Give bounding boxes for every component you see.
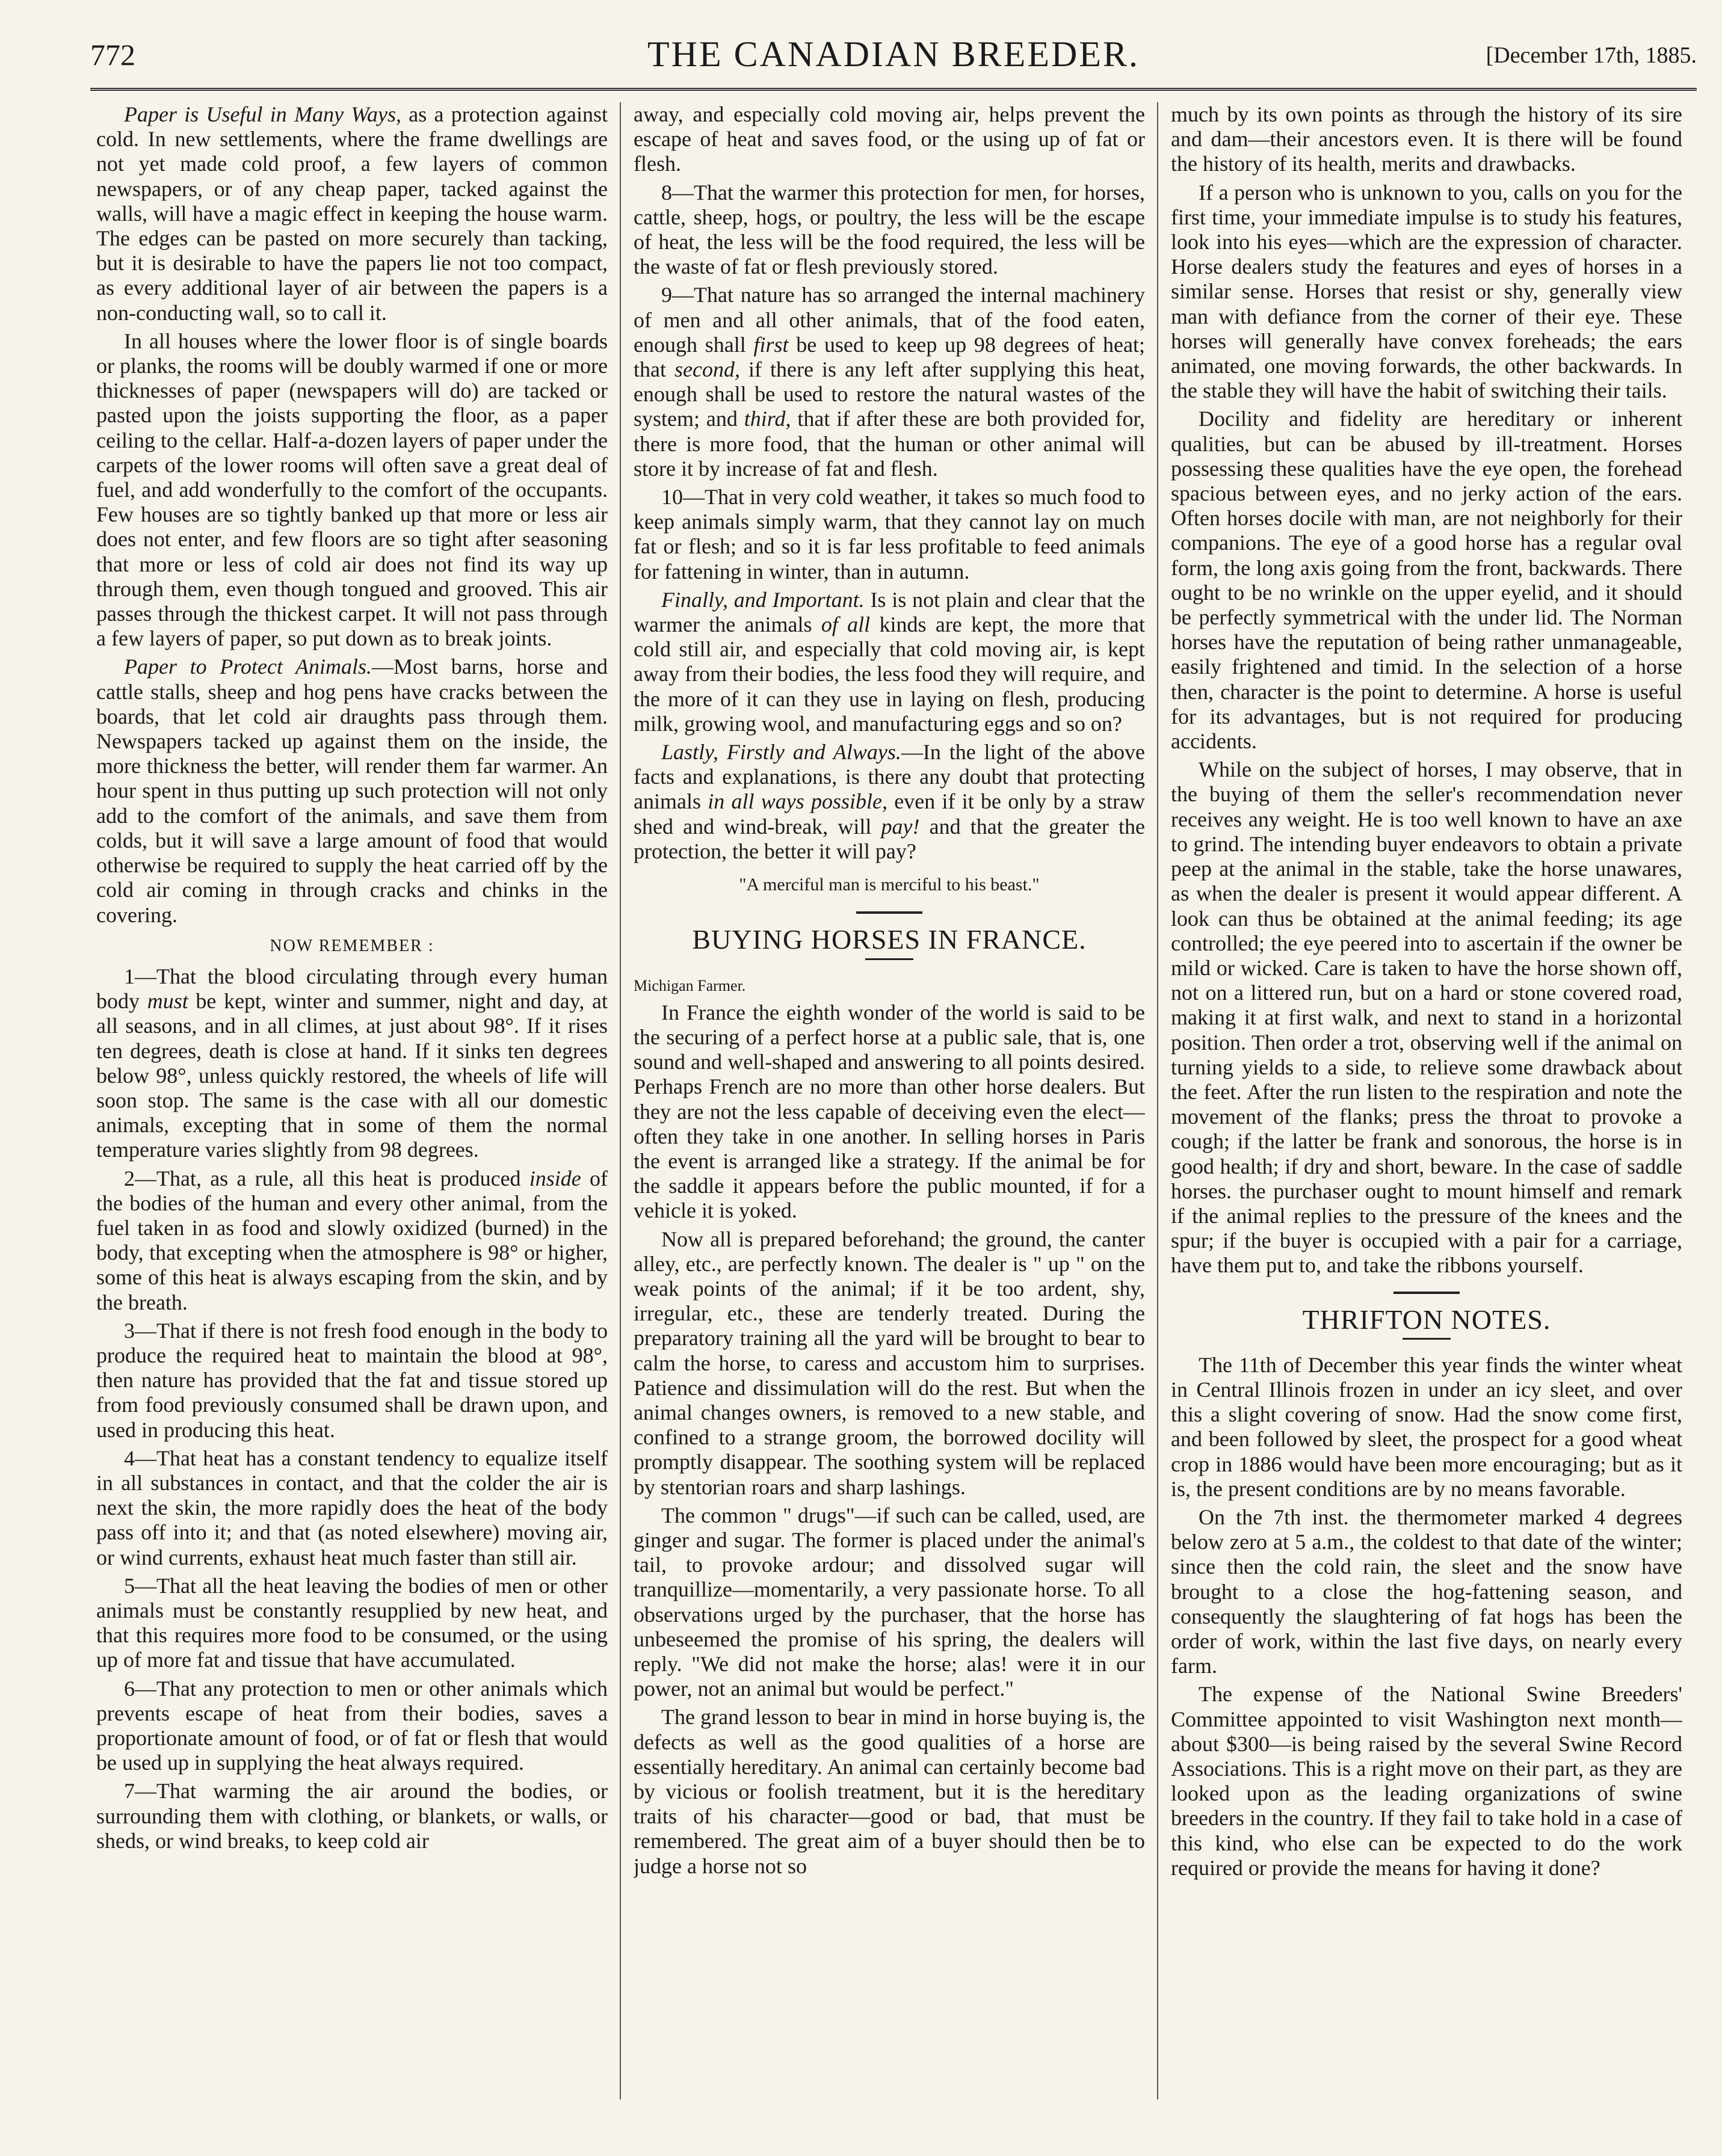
paragraph: The common " drugs"—if such can be called, used, are ginger and sugar. The former is placed under the animal's tail, to provoke ardour; and dissolved sugar will tranquillize—momentarily, a very passionate horse. To all observations urged by the purchaser, that the horse has unbeseemed the promise of his spring, the dealers will reply. "We did not make the horse; alas! were it in our power, not an animal but would be perfect.": [634, 1503, 1145, 1701]
emphasis: second,: [674, 357, 740, 382]
run-in-heading: Lastly, Firstly and Always.: [661, 740, 901, 765]
paragraph: away, and especially cold moving air, helps prevent the escape of heat and saves food, or the using up of fat or flesh.: [634, 102, 1145, 176]
column-2: [634, 102, 1145, 2105]
numbered-item: [96, 1166, 608, 1315]
paragraph: In France the eighth wonder of the world is said to be the securing of a perfect horse at a public sale, that is, one sound and well-shaped and answering to all points desired. Perhaps French are no more than other horse dealers. But they are not the less capable of deceiving even the elect—often they take in one another. In selling horses in Paris the event is arranged like a strategy. If the animal be for the saddle it appears before the public mounted, if for a vehicle it is yoked.: [634, 1000, 1145, 1223]
column-1: [96, 102, 608, 2105]
paragraph: The 11th of December this year finds the winter wheat in Central Illinois frozen in under an icy sleet, and over this a slight covering of snow. Had the snow come first, and been followed by sleet, the prospect for a good wheat crop in 1886 would have been more encouraging; but as it is, the present conditions are by no means favorable.: [1171, 1352, 1682, 1501]
emphasis: third,: [744, 407, 791, 431]
numbered-item: 8—That the warmer this protection for men, for horses, cattle, sheep, hogs, or poultry, the less will be the escape of heat, the less will be the food required, the less will be the waste of fat or flesh previously stored.: [634, 180, 1145, 279]
paragraph: While on the subject of horses, I may observe, that in the buying of them the seller's recommendation never receives any weight. He is too well known to have an axe to grind. The intending buyer endeavors to obtain a private peep at the animal in the stable, take the horse unawares, as when the dealer is present it would appear different. A look can thus be obtained at the animal feeding; its age controlled; the eye peered into to ascertain if the owner be mild or wicked. Care is taken to have the horse shown off, not on a littered run, but on a hard or stone covered road, making it at first walk, and next to stand in a horizontal position. Then order a trot, observing well if the animal on turning yields to a side, to relieve some drawback about the feet. After the run listen to the respiration and note the movement of the flanks; press the throat to provoke a cough; if the latter be frank and sonorous, the horse is in good health; if dry and short, beware. In the case of saddle horses. the purchaser ought to mount himself and remark if the animal replies to the pressure of the knees and the spur; if the buyer is occupied with a pair for a carriage, have them put to, and take the ribbons yourself.: [1171, 757, 1682, 1278]
section-divider: [1393, 1292, 1460, 1294]
column-divider: [620, 102, 621, 2099]
article-heading: THRIFTON NOTES.: [1302, 1304, 1551, 1335]
run-in-heading: Paper is Useful in Many Ways,: [124, 102, 402, 126]
item-text: that if after these are both provided for, there is more food, that the human or other animal will store it by increase of fat and flesh.: [634, 407, 1145, 481]
paragraph: [96, 102, 608, 325]
paragraph: In all houses where the lower floor is of single boards or planks, the rooms will be doubly warmed if one or more thicknesses of paper (newspapers will do) are tacked or pasted upon the joists supporting the floor, as a paper ceiling to the cellar. Half-a-dozen layers of paper under the carpets of the lower rooms will often save a great deal of fuel, and add wonderfully to the comfort of the occupants. Few houses are so tightly banked up that more or less air does not enter, and few floors are so tight after seasoning that more or less of cold air does not find its way up through them, even though tongued and grooved. This air passes through the thickest carpet. It will not pass through a few layers of paper, so put down as to break joints.: [96, 328, 608, 651]
page-header: [90, 34, 1697, 88]
numbered-item: 4—That heat has a constant tendency to equalize itself in all substances in contact, and that the colder the air is next the skin, the more rapidly does the heat of the body pass off into it; and that (as noted elsewhere) moving air, or wind currents, exhaust heat much faster than still air.: [96, 1446, 608, 1569]
numbered-item: [96, 964, 608, 1163]
paragraph-text: kinds are kept, the more that cold still air, and especially that cold moving air, is kept away from their bodies, the less food they will require, and the more of it can they use in laying on flesh, producing milk, growing wool, and manufacturing eggs and so on?: [634, 612, 1145, 736]
item-text: be used to keep up 98 degrees of heat; that: [634, 332, 1145, 382]
column-3: [1171, 102, 1682, 2105]
paragraph-text: —Most barns, horse and cattle stalls, sheep and hog pens have cracks between the boards, that let cold air draughts pass through them. Newspapers tacked up against them on the inside, the more thickness the better, will render them far warmer. An hour spent in thus putting up such protection will not only add to the comfort of the animals, and save them from colds, but it will save a large amount of food that would otherwise be required to supply the heat carried off by the cold air coming in through cracks and chinks in the covering.: [96, 654, 608, 927]
masthead-title: THE CANADIAN BREEDER.: [647, 34, 1140, 74]
article-heading: BUYING HORSES IN FRANCE.: [692, 924, 1087, 955]
header-rule: [90, 88, 1697, 91]
item-text: 2—That, as a rule, all this heat is produced: [124, 1166, 529, 1190]
item-text: 1—That the blood circulating through every human body: [96, 964, 608, 1014]
paragraph: much by its own points as through the history of its sire and dam—their ancestors even. It is there will be found the history of its health, merits and drawbacks.: [1171, 102, 1682, 176]
paragraph: Docility and fidelity are hereditary or inherent qualities, but can be abused by ill-treatment. Horses possessing these qualities have the eye open, the forehead spacious between eyes, and no jerky action of the ears. Often horses docile with man, are not neighborly for their companions. The eye of a good horse has a regular oval form, the long axis going from the front, backwards. There ought to be no wrinkle on the upper eyelid, and it should be perfectly symmetrical with the under lid. The Norman horses have the reputation of being rather unmanageable, easily frightened and timid. In the selection of a horse then, character is the point to determine. A horse is useful for its advantages, but is not required for producing accidents.: [1171, 407, 1682, 754]
emphasis: in all ways possible,: [708, 789, 888, 814]
emphasis: pay!: [881, 814, 920, 839]
item-text: 9—That nature has so arranged the internal machinery of men and all other animals, that of the food eaten, enough shall: [634, 283, 1145, 357]
subheading: NOW REMEMBER :: [270, 936, 434, 955]
quotation: "A merciful man is merciful to his beast.": [739, 875, 1040, 895]
numbered-item: 7—That warming the air around the bodies, or surrounding them with clothing, or blankets, or walls, or sheds, or wind breaks, to keep cold air: [96, 1779, 608, 1853]
column-divider: [1157, 102, 1158, 2099]
issue-date: [December 17th, 1885.: [1486, 43, 1697, 68]
paragraph: [96, 654, 608, 927]
page-number: 772: [90, 38, 135, 72]
numbered-item: 5—That all the heat leaving the bodies of men or other animals must be constantly resupplied by new heat, and that this requires more food to be consumed, or the using up of more fat and tissue that have accumulated.: [96, 1573, 608, 1672]
emphasis: inside: [529, 1166, 581, 1190]
emphasis: of all: [821, 612, 871, 637]
numbered-item: [634, 283, 1145, 481]
paragraph: If a person who is unknown to you, calls on you for the first time, your immediate impulse is to study his features, look into his eyes—which are the expression of character. Horse dealers study the features and eyes of horses in a similar sense. Horses that resist or shy, generally view man with defiance from the corner of their eye. These horses will generally have convex foreheads; the ears animated, one moving forwards, the other backwards. In the stable they will have the habit of switching their tails.: [1171, 180, 1682, 403]
paragraph: The grand lesson to bear in mind in horse buying is, the defects as well as the good qualities of a horse are essentially hereditary. An animal can certainly become bad by vicious or foolish treatment, but it is the hereditary traits of his character—good or bad, that must be remembered. The great aim of a buyer should then be to judge a horse not so: [634, 1705, 1145, 1878]
paragraph-text: —In the light of the above facts and explanations, is there any doubt that protecting animals: [634, 740, 1145, 814]
paragraph: The expense of the National Swine Breeders' Committee appointed to visit Washington next month—about $300—is being raised by the several Swine Record Associations. This is a right move on their part, as they are looked upon as the leading organizations of swine breeders in the country. If they fail to take hold in a case of this kind, who else can be expected to do the work required or provide the means for having it done?: [1171, 1682, 1682, 1880]
paragraph: [634, 588, 1145, 736]
paragraph-text: and that the greater the protection, the better it will pay?: [634, 814, 1145, 863]
paragraph-text: even if it be only by a straw shed and wind-break, will: [634, 789, 1145, 839]
numbered-item: 10—That in very cold weather, it takes so much food to keep animals simply warm, that they cannot lay on much fat or flesh; and so it is far less profitable to feed animals for fattening in winter, than in autumn.: [634, 485, 1145, 584]
heading-rule: [865, 958, 913, 960]
emphasis: must: [147, 989, 188, 1014]
numbered-item: 3—That if there is not fresh food enough in the body to produce the required heat to maintain the blood at 98°, then nature has provided that the fat and tissue stored up from food previously consumed shall be drawn upon, and used in producing this heat.: [96, 1318, 608, 1442]
paragraph: On the 7th inst. the thermometer marked 4 degrees below zero at 5 a.m., the coldest to that date of the winter; since then the cold rain, the sleet and the snow have brought to a close the hog-fattening season, and consequently the slaughtering of fat hogs has been the order of work, within the last five days, on nearly every farm.: [1171, 1505, 1682, 1678]
item-text: be kept, winter and summer, night and day, at all seasons, and in all climes, at just about 98°. If it rises ten degrees, death is close at hand. If it sinks ten degrees below 98°, unless quickly restored, the wheels of life will soon stop. The same is the case with all our domestic animals, excepting that in some of them the normal temperature varies slightly from 98 degrees.: [96, 989, 608, 1162]
run-in-heading: Finally, and Important.: [661, 587, 865, 612]
numbered-item: 6—That any protection to men or other animals which prevents escape of heat from their bodies, saves a proportionate amount of food, or of fat or flesh that would be used up in supplying the heat always required.: [96, 1676, 608, 1775]
paragraph: Now all is prepared beforehand; the ground, the canter alley, etc., are perfectly known. The dealer is " up " on the weak points of the animal; if it be too ardent, shy, irregular, etc., these are tenderly treated. During the preparatory training all the yard will be brought to bear to calm the horse, to caress and accustom him to surprises. Patience and dissimulation will do the rest. But when the animal changes owners, is removed to a new stable, and confined to a strange groom, the borrowed docility will promptly disappear. The soothing system will be replaced by stentorian roars and sharp lashings.: [634, 1227, 1145, 1499]
heading-rule: [1403, 1338, 1451, 1340]
item-text: if there is any left after supplying this heat, enough shall be used to restore the natural wastes of the system; and: [634, 357, 1145, 431]
emphasis: first: [753, 332, 789, 357]
paragraph: [634, 740, 1145, 864]
item-text: of the bodies of the human and every other animal, from the fuel taken in as food and slowly oxidized (burned) in the body, that excepting when the atmosphere is 98° or higher, some of this heat is always escaping from the skin, and by the breath.: [96, 1166, 608, 1314]
paragraph-text: as a protection against cold. In new settlements, where the frame dwellings are not yet made cold proof, a few layers of common newspapers, or of any cheap paper, tacked against the walls, will have a magic effect in keeping the house warm. The edges can be pasted on more securely than tacking, but it is desirable to have the papers lie not too compact, as every additional layer of air between the papers is a non-conducting wall, so to call it.: [96, 102, 608, 325]
section-divider: [856, 911, 922, 914]
run-in-heading: Paper to Protect Animals.: [124, 654, 372, 679]
paragraph-text: Is is not plain and clear that the warmer the animals: [634, 587, 1145, 637]
source-credit: Michigan Farmer.: [634, 976, 746, 994]
